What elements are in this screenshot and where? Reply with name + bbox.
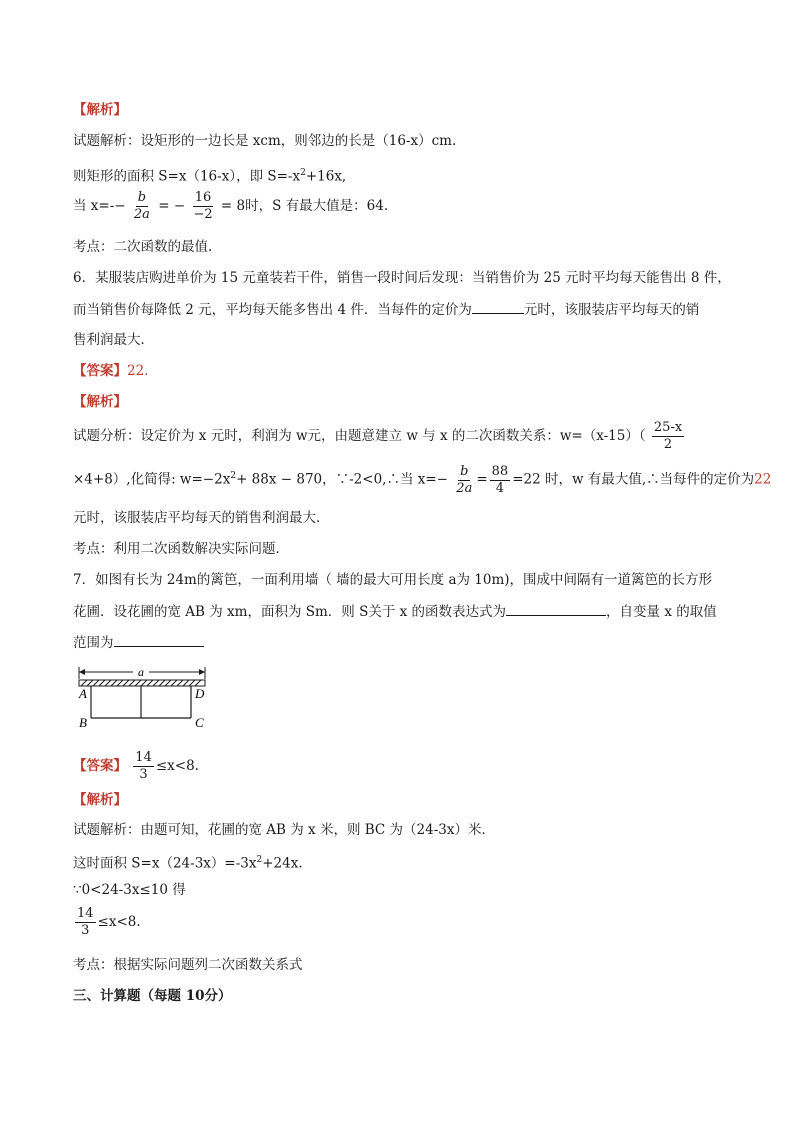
q7-an2-sup: 2 [256, 855, 263, 865]
label-D: D [195, 686, 205, 701]
analysis-tag: 【解析】 [73, 792, 127, 808]
frac-den: 2 [663, 437, 673, 452]
q5-analysis-line2 [73, 163, 346, 187]
q5-line3-mid1: = − [158, 198, 186, 214]
q7-analysis-line3: ∵0<24-3x≤10 得 [73, 882, 186, 898]
q7-an4-frac [75, 906, 96, 939]
q6-answer-blank [472, 299, 524, 314]
q7-function-blank [506, 601, 606, 616]
q5-line3-mid2: = 8时，S 有最大值是：64. [220, 198, 389, 214]
q6-analysis-line3: 元时，该服装店平均每天的销售利润最大． [73, 510, 330, 526]
q6-an2-mid: + 88x − 870，∵-2<0,∴当 x=− [236, 471, 448, 488]
q6-analysis-line2 [73, 458, 771, 498]
q6-an1-pre: 试题分析：设定价为 x 元时，利润为 w元，由题意建立 w 与 x 的二次函数关系：w=（x-15）（ [73, 428, 646, 444]
frac-num: 16 [194, 190, 212, 205]
q7-an4-post: ≤x<8. [97, 914, 141, 930]
q7-line2-text-b: ，自变量 x 的取值 [606, 604, 717, 620]
q6-answer: 22. [127, 363, 149, 379]
q7-kaodian: 考点：根据实际问题列二次函数关系式 [73, 957, 303, 973]
q6-analysis-line1 [73, 418, 686, 454]
q5-analysis-line1: 试题解析：设矩形的一边长是 xcm，则邻边的长是（16-x）cm. [73, 133, 457, 149]
q6-line2-text-b: 元时，该服装店平均每天的销 [523, 302, 700, 318]
q6-line3: 售利润最大． [73, 332, 154, 348]
answer-tag: 【答案】 [73, 363, 127, 379]
q7-line3 [73, 632, 204, 653]
q7-answer-frac [133, 750, 154, 783]
frac-den: 2a [133, 207, 150, 222]
q7-line2-text-a: 花圃．设花圃的宽 AB 为 xm，面积为 Sm．则 S关于 x 的函数表达式为 [73, 604, 507, 620]
q7-analysis-line1: 试题解析：由题可知，花圃的宽 AB 为 x 米，则 BC 为（24-3x）米． [73, 822, 495, 838]
label-A: A [79, 686, 87, 701]
garden-rectangle [91, 686, 191, 718]
section-heading: 三、计算题（每题 10分） [73, 988, 232, 1004]
label-B: B [79, 715, 87, 730]
q6-frac-b-2a [454, 464, 474, 497]
frac-num: 88 [491, 463, 509, 479]
q7-analysis-line4 [73, 904, 141, 940]
q6-line2 [73, 299, 699, 320]
q7-an2-text-b: +24x. [262, 855, 303, 872]
frac-num: b [137, 190, 147, 205]
q7-answer-line [73, 748, 199, 784]
q6-an2-sup: 2 [230, 471, 237, 481]
q6-an2-red-value: 22 [754, 471, 772, 488]
wall-hatch [79, 680, 205, 686]
q5-kaodian: 考点：二次函数的最值. [73, 239, 213, 255]
q7-answer-post: ≤x<8. [155, 758, 199, 774]
q6-an2-eq: = [476, 471, 488, 488]
q7-analysis-line2 [73, 850, 303, 874]
q6-frac-88-4 [490, 464, 511, 497]
label-a: a [138, 665, 144, 679]
q5-analysis-line3 [73, 188, 388, 224]
answer-tag: 【答案】 [73, 758, 127, 774]
q5-line3-pre: 当 x=-− [73, 198, 126, 214]
q5-frac-16 [191, 190, 214, 223]
q6-line1: 6．某服装店购进单价为 15 元童装若干件，销售一段时间后发现：当销售价为 25 元时平均每天能售出 8 件， [73, 270, 731, 286]
label-C: C [195, 715, 204, 730]
q6-an2-pre: ×4+8）,化简得: w=−2x [73, 471, 231, 488]
frac-num: 14 [135, 750, 152, 765]
q7-an2-text-a: 这时面积 S=x（24-3x）=-3x [73, 855, 257, 872]
q6-an2-post: =22 时，w 有最大值,∴当每件的定价为 [512, 471, 755, 488]
dimension-a [79, 665, 205, 679]
q5-line2-text-b: +16x, [305, 168, 347, 185]
frac-num: 14 [77, 906, 94, 921]
q6-line2-text-a: 而当销售价每降低 2 元，平均每天能多售出 4 件．当每件的定价为 [73, 302, 472, 318]
analysis-tag: 【解析】 [73, 102, 127, 118]
q7-line2 [73, 601, 717, 622]
analysis-tag: 【解析】 [73, 394, 127, 410]
q5-frac-b-2a [132, 190, 152, 223]
frac-num: 25-x [653, 420, 683, 435]
frac-den: 3 [81, 923, 90, 938]
q6-frac-25x [652, 420, 684, 453]
frac-den: 4 [495, 480, 505, 496]
frac-den: 3 [139, 767, 148, 782]
fence-diagram [73, 663, 213, 733]
frac-den: −2 [193, 207, 213, 222]
frac-den: 2a [456, 480, 473, 496]
q7-line3-text: 范围为 [73, 635, 114, 651]
q7-line1: 7．如图有长为 24m的篱笆，一面利用墙（ 墙的最大可用长度 a为 10m)，围成中间隔有一道篱笆的长方形 [73, 572, 713, 588]
q5-line2-text-a: 则矩形的面积 S=x（16-x），即 S=-x [73, 168, 301, 185]
q6-kaodian: 考点：利用二次函数解决实际问题． [73, 541, 289, 557]
frac-num: b [460, 463, 469, 479]
q7-range-blank [114, 632, 204, 647]
q5-line2-sup: 2 [300, 168, 306, 178]
q6-answer-line [73, 361, 148, 381]
